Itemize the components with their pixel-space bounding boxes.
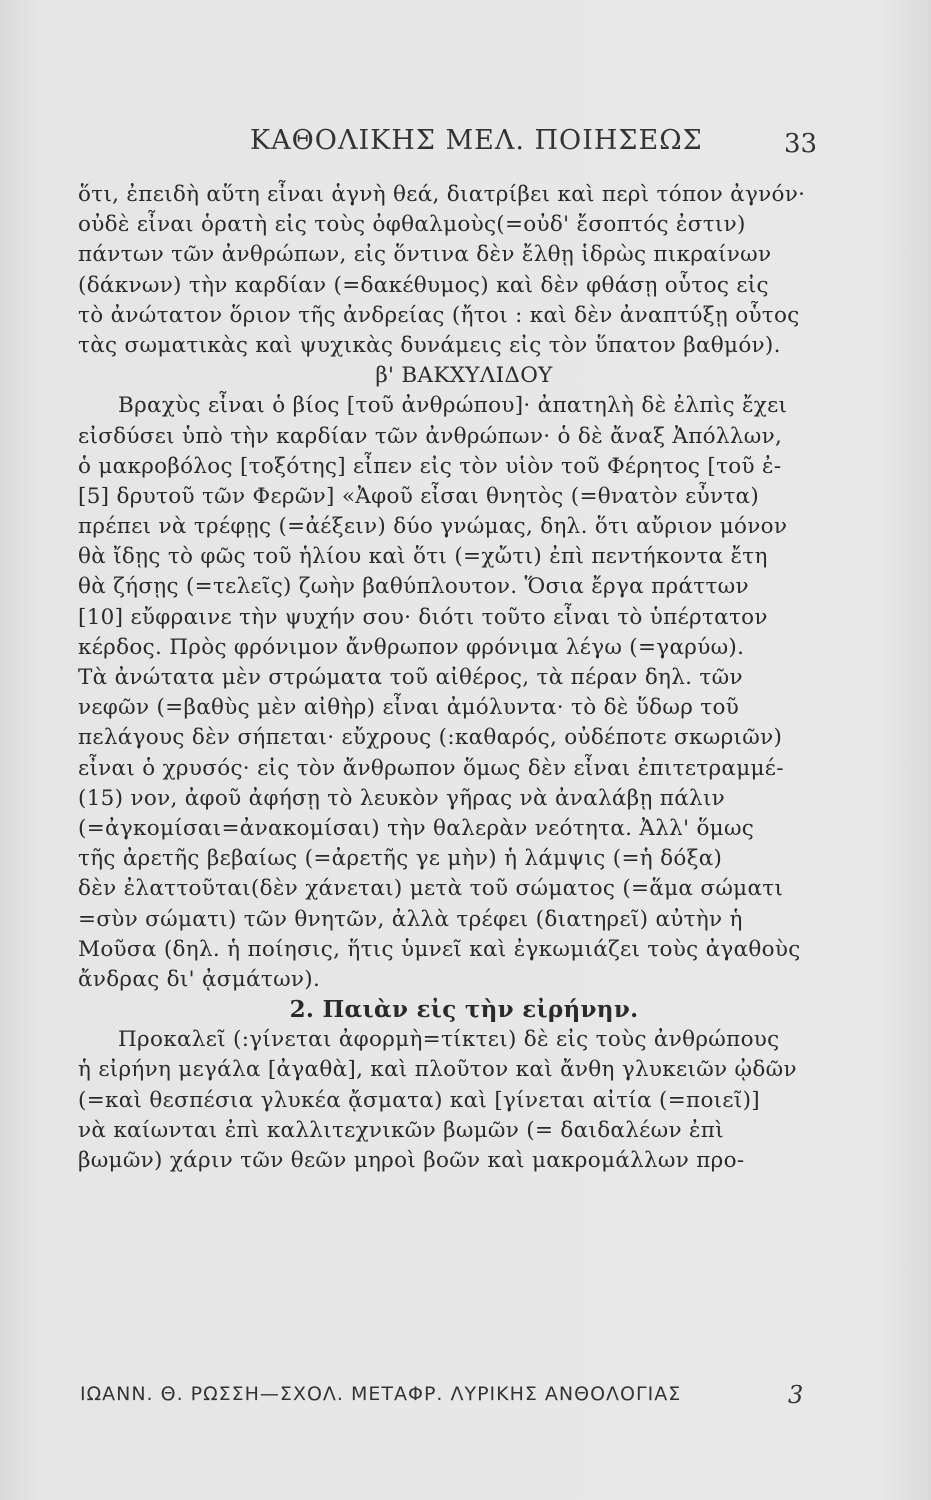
text-line: ἄνδρας δι' ᾀσμάτων). (78, 966, 321, 992)
text-line: θὰ ζήσῃς (=τελεῖς) ζωὴν βαθύπλουτον. Ὅσια ἔργα πράττων (78, 574, 749, 600)
text-line: Βραχὺς εἶναι ὁ βίος [τοῦ ἀνθρώπου]· ἀπατηλὴ δὲ ἐλπὶς ἔχει (118, 393, 788, 419)
section-heading: 2. Παιὰν εἰς τὴν εἰρήνην. (289, 996, 639, 1024)
text-line: (=καὶ θεσπέσια γλυκέα ᾄσματα) καὶ [γίνεται αἰτία (=ποιεῖ)] (78, 1087, 760, 1113)
text-line: πάντων τῶν ἀνθρώπων, εἰς ὅντινα δὲν ἔλθῃ ἱδρὼς πικραίνων (78, 242, 772, 268)
text-line: κέρδος. Πρὸς φρόνιμον ἄνθρωπον φρόνιμα λέγω (=γαρύω). (78, 634, 745, 660)
text-line: τὰς σωματικὰς καὶ ψυχικὰς δυνάμεις εἰς τὸν ὕπατον βαθμόν). (78, 332, 781, 358)
text-line: εἰσδύσει ὑπὸ τὴν καρδίαν τῶν ἀνθρώπων· ὁ δὲ ἄναξ Ἀπόλλων, (78, 423, 783, 449)
running-header (0, 125, 931, 165)
text-line: ὅτι, ἐπειδὴ αὕτη εἶναι ἁγνὴ θεά, διατρίβει καὶ περὶ τόπον ἀγνόν· (78, 182, 806, 207)
text-line: [10] εὔφραινε τὴν ψυχήν σου· διότι τοῦτο εἶναι τὸ ὑπέρτατον (78, 604, 768, 630)
text-line: ὁ μακροβόλος [τοξότης] εἶπεν εἰς τὸν υἱὸν τοῦ Φέρητος [τοῦ ἐ- (78, 453, 782, 479)
text-line: εἶναι ὁ χρυσός· εἰς τὸν ἄνθρωπον ὅμως δὲν εἶναι ἐπιτετραμμέ- (78, 755, 784, 781)
text-line: (=ἀγκομίσαι=ἀνακομίσαι) τὴν θαλερὰν νεότητα. Ἀλλ' ὅμως (78, 815, 755, 841)
text-line: ἡ εἰρήνη μεγάλα [ἀγαθὰ], καὶ πλοῦτον καὶ ἄνθη γλυκειῶν ᾠδῶν (78, 1057, 797, 1083)
signature-mark: 3 (788, 1381, 804, 1409)
footer-text: ΙΩΑΝΝ. Θ. ΡΩΣΣΗ—ΣΧΟΛ. ΜΕΤΑΦΡ. ΛΥΡΙΚΗΣ ΑΝΘΟΛΟΓΙΑΣ (80, 1383, 682, 1405)
footer (0, 1383, 931, 1419)
section-heading: β' ΒΑΚΧΥΛΙΔΟΥ (375, 363, 553, 389)
text-line: Μοῦσα (δηλ. ἡ ποίησις, ἥτις ὑμνεῖ καὶ ἐγκωμιάζει τοὺς ἀγαθοὺς (78, 936, 801, 962)
body-text (78, 180, 850, 1176)
page-number: 33 (784, 129, 818, 159)
text-line: =σὺν σώματι) τῶν θνητῶν, ἀλλὰ τρέφει (διατηρεῖ) αὐτὴν ἡ (78, 906, 743, 932)
text-line: πρέπει νὰ τρέφῃς (=ἀέξειν) δύο γνώμας, δηλ. ὅτι αὔριον μόνον (78, 514, 788, 540)
header-title: ΚΑΘΟΛΙΚΗΣ ΜΕΛ. ΠΟΙΗΣΕΩΣ (250, 125, 703, 156)
text-line: Τὰ ἀνώτατα μὲν στρώματα τοῦ αἰθέρος, τὰ πέραν δηλ. τῶν (78, 665, 743, 690)
text-line: δὲν ἐλαττοῦται(δὲν χάνεται) μετὰ τοῦ σώματος (=ἅμα σώματι (78, 876, 784, 902)
text-line: θὰ ἴδῃς τὸ φῶς τοῦ ἡλίου καὶ ὅτι (=χὤτι) ἐπὶ πεντήκοντα ἔτη (78, 544, 768, 570)
text-line: Προκαλεῖ (:γίνεται ἀφορμὴ=τίκτει) δὲ εἰς τοὺς ἀνθρώπους (118, 1027, 780, 1053)
text-line: τῆς ἀρετῆς βεβαίως (=ἀρετῆς γε μὴν) ἡ λάμψις (=ἡ δόξα) (78, 846, 723, 872)
text-line: νὰ καίωνται ἐπὶ καλλιτεχνικῶν βωμῶν (= δαιδαλέων ἐπὶ (78, 1117, 724, 1143)
text-line: (δάκνων) τὴν καρδίαν (=δακέθυμος) καὶ δὲν φθάσῃ οὗτος εἰς (78, 272, 769, 298)
text-line: οὐδὲ εἶναι ὁρατὴ εἰς τοὺς ὀφθαλμοὺς(=οὐδ' ἔσοπτός ἐστιν) (78, 212, 746, 238)
text-line: [5] δρυτοῦ τῶν Φερῶν] «Ἀφοῦ εἶσαι θνητὸς (=θνατὸν εὖντα) (78, 483, 760, 509)
text-line: βωμῶν) χάριν τῶν θεῶν μηροὶ βοῶν καὶ μακρομάλλων προ- (78, 1148, 745, 1173)
text-line: (15) νον, ἀφοῦ ἀφήσῃ τὸ λευκὸν γῆρας νὰ ἀναλάβῃ πάλιν (78, 785, 726, 811)
text-line: νεφῶν (=βαθὺς μὲν αἰθὴρ) εἶναι ἀμόλυντα· τὸ δὲ ὕδωρ τοῦ (78, 695, 740, 721)
text-line: πελάγους δὲν σήπεται· εὔχρους (:καθαρός, οὐδέποτε σκωριῶν) (78, 725, 783, 751)
text-line: τὸ ἀνώτατον ὅριον τῆς ἀνδρείας (ἤτοι : καὶ δὲν ἀναπτύξῃ οὗτος (78, 302, 800, 328)
